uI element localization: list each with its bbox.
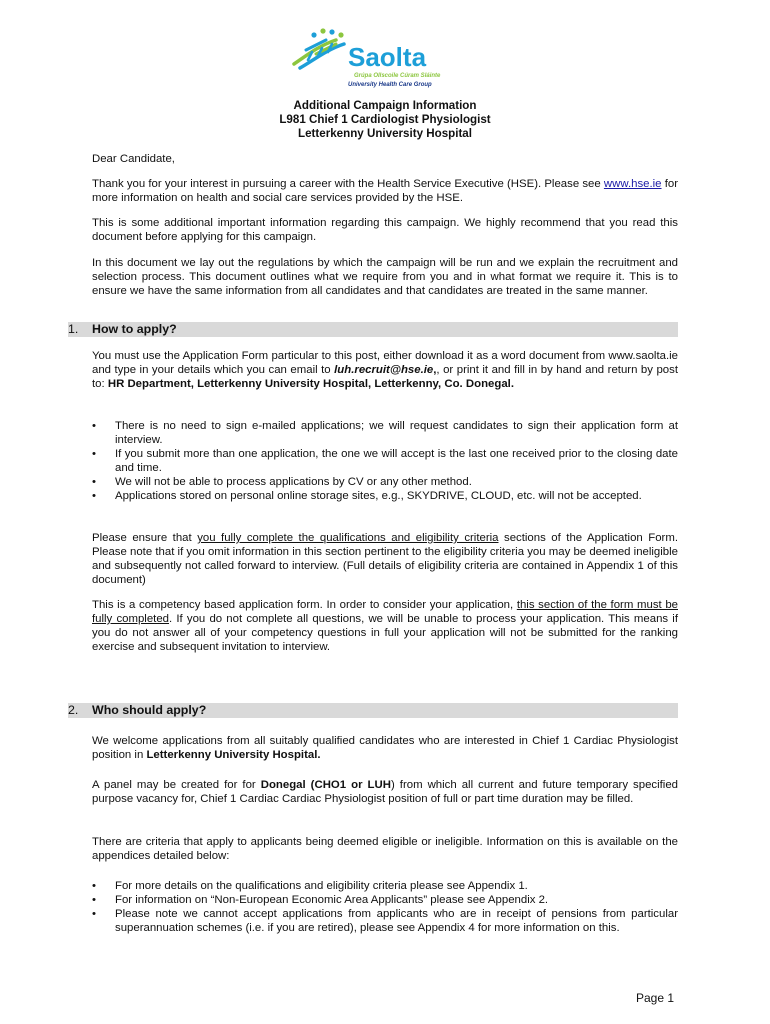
- list-item: • If you submit more than one application, the one we will accept is the last one received prior to the closing date and time.: [92, 447, 678, 475]
- logo-tagline-irish: Grúpa Ollscoile Cúram Sláinte: [354, 73, 441, 79]
- heading-line-3: Letterkenny University Hospital: [298, 127, 472, 140]
- section-1-title: How to apply?: [92, 322, 177, 336]
- hse-link[interactable]: www.hse.ie: [603, 178, 662, 190]
- intro-paragraph-1: [92, 177, 678, 205]
- intro-paragraph-3: In this document we lay out the regulations by which the campaign will be run and we explain the recruitment and selection process. This document outlines what we require from you and in what format we require it. This is to ensure we have the same information from all candidates and that candidates are treated in the same manner.: [92, 257, 678, 297]
- page-number: Page 1: [636, 991, 675, 1005]
- s1p1-text-b: , or print it and fill in by hand and return by post to:: [92, 364, 678, 390]
- s1p2-underlined: you fully complete the qualifications and eligibility criteria: [197, 532, 499, 544]
- logo-tagline-english: University Health Care Group: [348, 82, 432, 88]
- document-heading: [92, 99, 678, 141]
- list-item: • For more details on the qualifications and eligibility criteria please see Appendix 1.: [92, 879, 678, 893]
- s2p1-text-a: We welcome applications from all suitably qualified candidates who are interested in Chief 1 Cardiac Physiologist position in: [92, 735, 678, 761]
- intro-p1-text-a: Thank you for your interest in pursuing a career with the Health Service Executive (HSE). Please see: [92, 178, 604, 190]
- list-item: • We will not be able to process applications by CV or any other method.: [92, 475, 678, 489]
- section-1-bullet-list: [92, 419, 678, 503]
- postal-address: HR Department, Letterkenny University Hospital, Letterkenny, Co. Donegal.: [107, 378, 514, 390]
- section-2-title: Who should apply?: [92, 703, 207, 717]
- s1p3-text-a: This is a competency based application form. In order to consider your application,: [92, 599, 517, 611]
- intro-p1-text-b: for more information on health and social care services provided by the HSE.: [92, 178, 678, 204]
- list-item: • Applications stored on personal online storage sites, e.g., SKYDRIVE, CLOUD, etc. will not be accepted.: [92, 489, 678, 503]
- section-2-number: 2.: [68, 703, 79, 717]
- s2p2-text-a: A panel may be created for for: [92, 779, 261, 791]
- section-2-header: [68, 703, 678, 718]
- list-item: • For information on “Non-European Economic Area Applicants” please see Appendix 2.: [92, 893, 678, 907]
- greeting: Dear Candidate,: [92, 153, 175, 165]
- section-1-paragraph-1: You must use the Application Form particular to this post, either download it as a word document from www.saolta.ie and type in your details which you can email to luh.recruit@hse.ie,, or print it and fill in by hand and return by post to: HR Department, Letterkenny University Hospital, Letterkenny, Co. Donegal.: [92, 350, 678, 390]
- s2p2-text-b: ) from which all current and future temporary specified purpose vacancy for, Chief 1 Cardiac Cardiac Physiologist position of full or part time duration may be filled.: [92, 779, 679, 805]
- section-2-bullet-list: [92, 879, 678, 935]
- section-1-header: [68, 322, 678, 337]
- section-2-paragraph-1: [92, 734, 678, 762]
- section-1-paragraph-2: [92, 531, 678, 587]
- intro-paragraph-2: This is some additional important information regarding this campaign. We highly recommend that you read this document before applying for this campaign.: [92, 217, 678, 243]
- list-item: • There is no need to sign e-mailed applications; we will request candidates to sign their application form at interview.: [92, 419, 678, 447]
- s1p3-underlined: this section of the form must be fully completed: [92, 599, 678, 625]
- s1p2-text-a: Please ensure that: [92, 532, 198, 544]
- heading-line-2: L981 Chief 1 Cardiologist Physiologist: [279, 113, 491, 126]
- section-2-paragraph-3: There are criteria that apply to applicants being deemed eligible or ineligible. Information on this is available on the appendices detailed below:: [92, 836, 678, 862]
- list-item: • Please note we cannot accept applications from applicants who are in receipt of pensions from particular superannuation schemes (i.e. if you are retired), please see Appendix 4 for more information on this.: [92, 907, 678, 935]
- section-1-paragraph-3: [92, 598, 678, 654]
- s1p3-text-b: . If you do not complete all questions, we will be unable to process your application. This means if you do not answer all of your competency questions in full your application will not be submitted for the ranking exercise and subsequent invitation to interview.: [92, 613, 678, 653]
- s2p2-bold: Donegal (CHO1 or LUH: [260, 779, 391, 791]
- recruit-email: luh.recruit@hse.ie: [334, 364, 434, 376]
- s1p1-text-a: You must use the Application Form particular to this post, either download it as a word document from www.saolta.ie and type in your details which you can email to: [92, 350, 678, 376]
- logo-wordmark: Saolta: [348, 42, 427, 72]
- s1p2-text-b: sections of the Application Form. Please note that if you omit information in this section pertinent to the eligibility criteria you may be deemed ineligible and subsequently not called forward to interview. (Full details of eligibility criteria are contained in Appendix 1 of this document): [92, 532, 678, 586]
- logo-figures-icon: [294, 28, 344, 68]
- section-1-number: 1.: [68, 322, 79, 336]
- s2p1-bold: Letterkenny University Hospital.: [146, 749, 321, 761]
- saolta-logo: [292, 26, 462, 92]
- section-2-paragraph-2: [92, 778, 678, 806]
- heading-line-1: Additional Campaign Information: [293, 99, 477, 112]
